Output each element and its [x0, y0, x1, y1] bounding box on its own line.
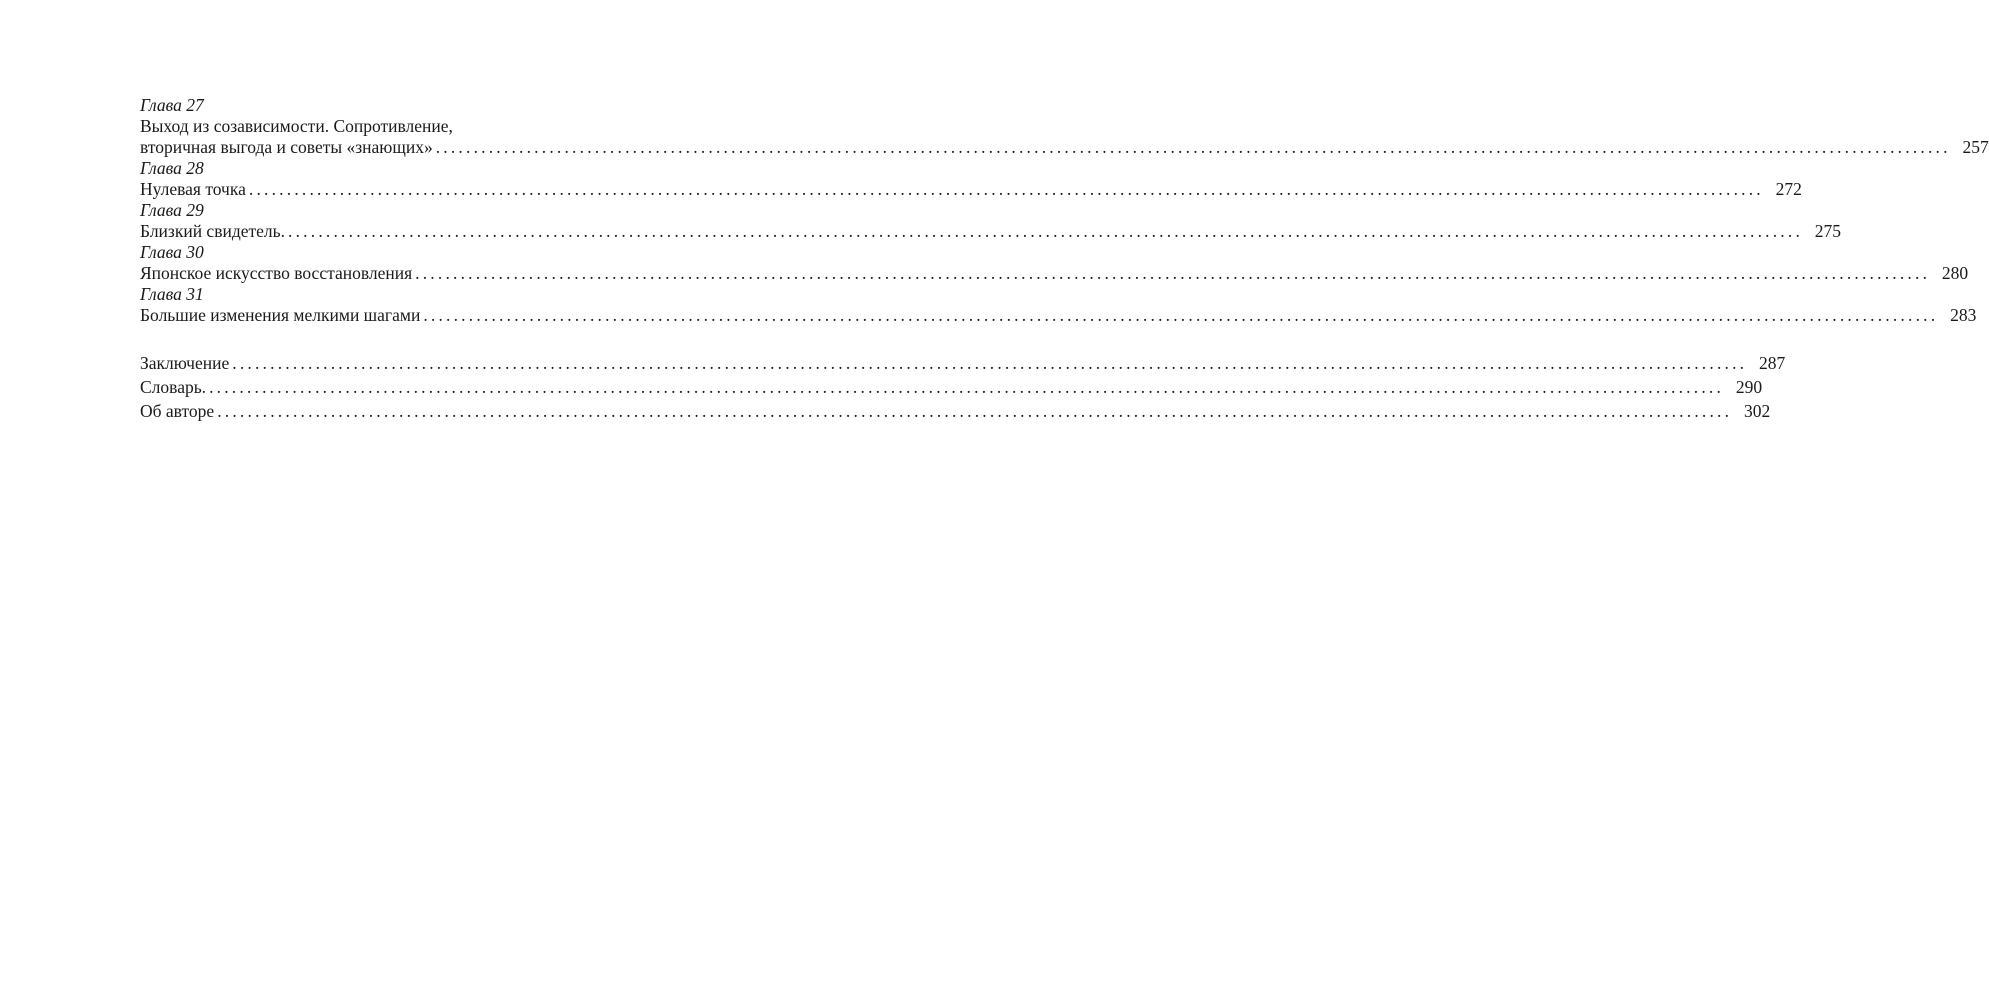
dot-leader: ........................................................................................................................................................................................................	[288, 221, 1804, 241]
page-number: 302	[1743, 401, 1771, 421]
dot-leader: ........................................................................................................................................................................................................	[209, 377, 1725, 397]
dot-leader: ........................................................................................................................................................................................................	[248, 179, 1764, 199]
toc-entry-conclusion	[140, 351, 1786, 375]
chapter-title-line: Выход из созависимости. Сопротивление,	[140, 116, 453, 136]
chapter-title: Нулевая точка	[140, 179, 246, 199]
toc-entry-row	[140, 305, 1977, 326]
page-number: 275	[1814, 221, 1842, 241]
page-number: 287	[1759, 353, 1786, 373]
chapter-title: Японское искусство восстановления	[140, 263, 413, 283]
toc-entry-row	[140, 179, 1802, 200]
toc-chapter-27	[140, 95, 1989, 158]
dot-leader: ........................................................................................................................................................................................................	[423, 305, 1939, 325]
page-number: 280	[1941, 263, 1969, 283]
dot-leader: ........................................................................................................................................................................................................	[217, 401, 1733, 421]
page-number: 290	[1735, 377, 1763, 397]
toc-entry-row	[140, 137, 1989, 158]
chapter-title: Большие изменения мелкими шагами	[140, 305, 421, 325]
dot-leader: ........................................................................................................................................................................................................	[232, 353, 1748, 373]
entry-title: Об авторе	[140, 401, 215, 421]
toc-entry-row	[140, 221, 1842, 242]
toc-chapter-29	[140, 200, 1842, 242]
page-number: 283	[1950, 305, 1977, 325]
toc-chapter-28	[140, 158, 1802, 200]
chapter-label: Глава 28	[140, 158, 204, 178]
toc-entry-row	[140, 263, 1969, 284]
page-number: 272	[1775, 179, 1802, 199]
dot-leader: ........................................................................................................................................................................................................	[435, 137, 1951, 157]
chapter-label: Глава 29	[140, 200, 204, 220]
toc-entry-about-author	[140, 399, 1771, 423]
toc-chapter-31	[140, 284, 1977, 326]
chapter-label: Глава 30	[140, 242, 204, 262]
toc-chapter-30	[140, 242, 1969, 284]
chapter-title-line: вторичная выгода и советы «знающих»	[140, 137, 433, 157]
page-number: 257	[1962, 137, 1989, 157]
section-spacer	[140, 326, 710, 351]
toc-back-matter	[140, 351, 1786, 423]
table-of-contents	[140, 95, 1989, 423]
dot-leader: ........................................................................................................................................................................................................	[415, 263, 1931, 283]
chapter-label: Глава 31	[140, 284, 204, 304]
toc-entry-glossary	[140, 375, 1763, 399]
entry-title: Словарь.	[140, 377, 207, 397]
chapter-title: Близкий свидетель.	[140, 221, 286, 241]
entry-title: Заключение	[140, 353, 230, 373]
chapter-label: Глава 27	[140, 95, 204, 115]
